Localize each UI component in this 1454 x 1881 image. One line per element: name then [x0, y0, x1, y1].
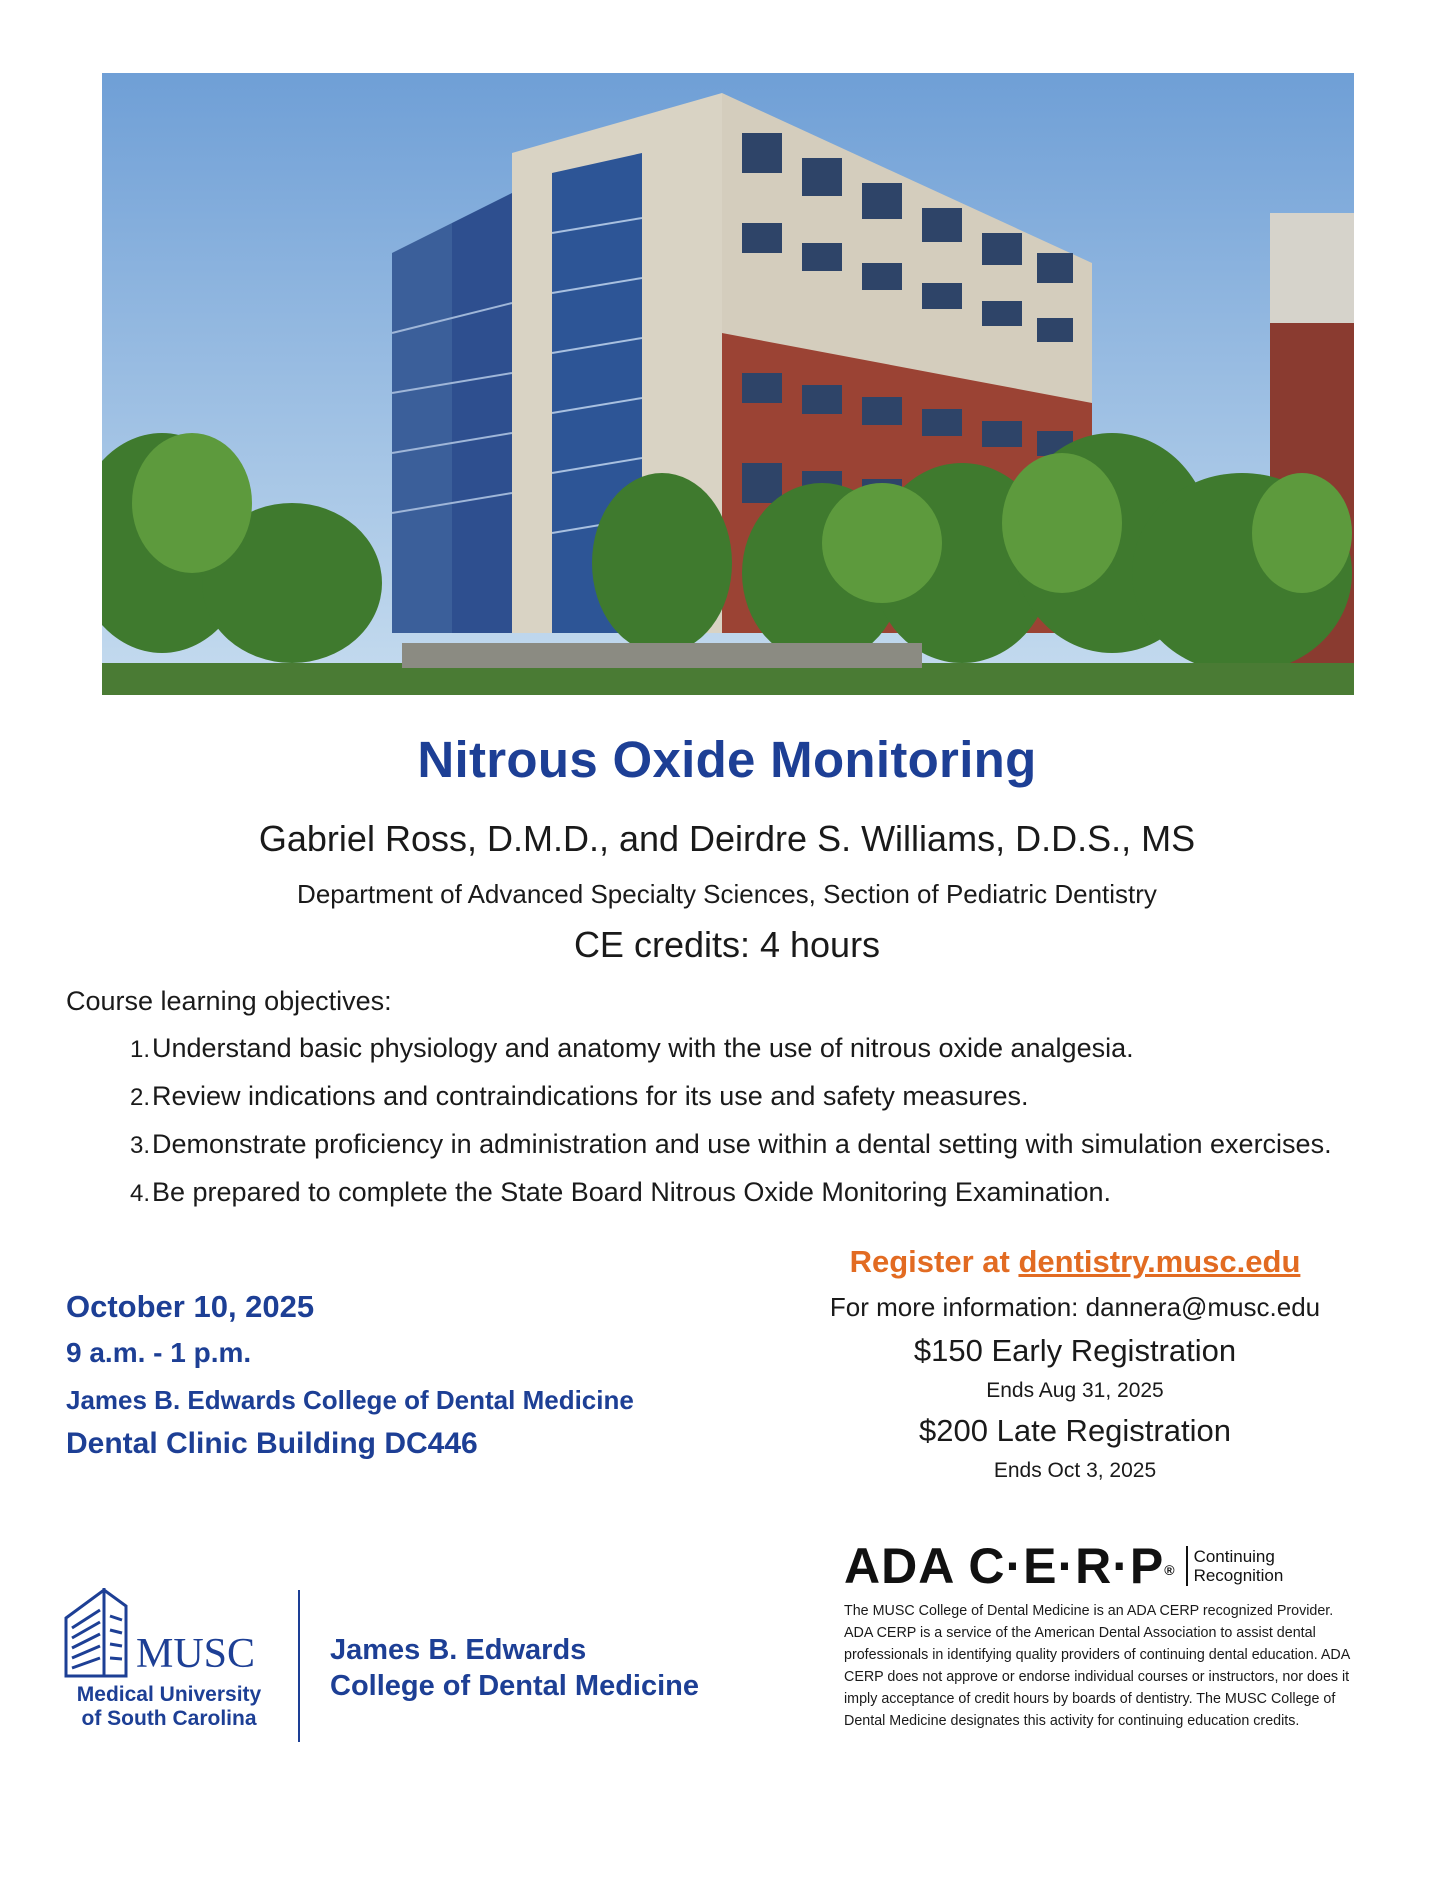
event-date: October 10, 2025 [66, 1289, 315, 1324]
objectives-heading: Course learning objectives: [66, 986, 392, 1016]
ce-credits: CE credits: 4 hours [573, 924, 881, 965]
objective-text: Review indications and contraindications for its use and safety measures. [152, 1081, 1029, 1111]
musc-logo [64, 1588, 294, 1738]
objective-number: 1. [129, 1036, 150, 1063]
ada-statement: The MUSC College of Dental Medicine is an ADA CERP recognized Provider. ADA CERP is a service of the American Dental Association to assist dental professionals in identifying quality providers of continuing dental education. ADA CERP does not approve or endorse individual courses or instructors, nor does it imply acceptance of credit hours by boards of dentistry. The MUSC College of Dental Medicine designates this activity for continuing education credits. [844, 1603, 1350, 1729]
objective-number: 3. [129, 1132, 150, 1159]
musc-wordmark: MUSC [136, 1631, 256, 1677]
musc-building-icon [64, 1588, 130, 1678]
event-details [66, 1285, 634, 1465]
objectives-list [66, 1025, 1396, 1217]
register-line [700, 1244, 1450, 1280]
department: Department of Advanced Specialty Sciences, Section of Pediatric Dentistry [297, 879, 1157, 909]
presenters: Gabriel Ross, D.M.D., and Deirdre S. Williams, D.D.S., MS [258, 818, 1196, 859]
register-link[interactable]: dentistry.musc.edu [1018, 1244, 1301, 1279]
registration-panel [700, 1244, 1450, 1483]
edwards-college-logo [330, 1632, 699, 1704]
objective-text: Demonstrate proficiency in administration and use within a dental setting with simulation exercises. [152, 1129, 1332, 1159]
early-registration-deadline: Ends Aug 31, 2025 [986, 1379, 1164, 1402]
objective-item [122, 1073, 1396, 1121]
early-registration-price: $150 Early Registration [913, 1333, 1237, 1368]
logo-divider [298, 1590, 300, 1742]
ada-cerp-logo [844, 1538, 1364, 1594]
learning-objectives [66, 986, 1396, 1217]
ada-logo-divider [1186, 1546, 1188, 1586]
ada-tagline: Continuing Recognition [1193, 1547, 1284, 1585]
late-registration-deadline: Ends Oct 3, 2025 [993, 1459, 1157, 1482]
objective-number: 2. [129, 1084, 150, 1111]
late-registration-price: $200 Late Registration [919, 1413, 1231, 1448]
building-photo [102, 73, 1354, 695]
register-prefix: Register at [849, 1244, 1019, 1279]
event-time: 9 a.m. - 1 p.m. [66, 1337, 252, 1368]
objective-text: Understand basic physiology and anatomy with the use of nitrous oxide analgesia. [152, 1033, 1134, 1063]
objective-item [122, 1121, 1396, 1169]
objective-item [122, 1025, 1396, 1073]
page-title: Nitrous Oxide Monitoring [417, 731, 1037, 788]
objective-item [122, 1169, 1396, 1217]
edwards-line-1: James B. Edwards [330, 1634, 587, 1666]
objective-number: 4. [129, 1180, 150, 1207]
event-room: Dental Clinic Building DC446 [66, 1427, 478, 1460]
objective-text: Be prepared to complete the State Board Nitrous Oxide Monitoring Examination. [152, 1177, 1112, 1207]
musc-full-name: Medical University of South Carolina [76, 1683, 262, 1730]
edwards-line-2: College of Dental Medicine [330, 1670, 699, 1702]
ada-cerp-block [844, 1538, 1364, 1732]
event-college: James B. Edwards College of Dental Medicine [66, 1385, 634, 1415]
contact-info: For more information: dannera@musc.edu [829, 1292, 1321, 1322]
ada-cerp-wordmark: ADA C·E·R·P® [844, 1538, 1176, 1594]
